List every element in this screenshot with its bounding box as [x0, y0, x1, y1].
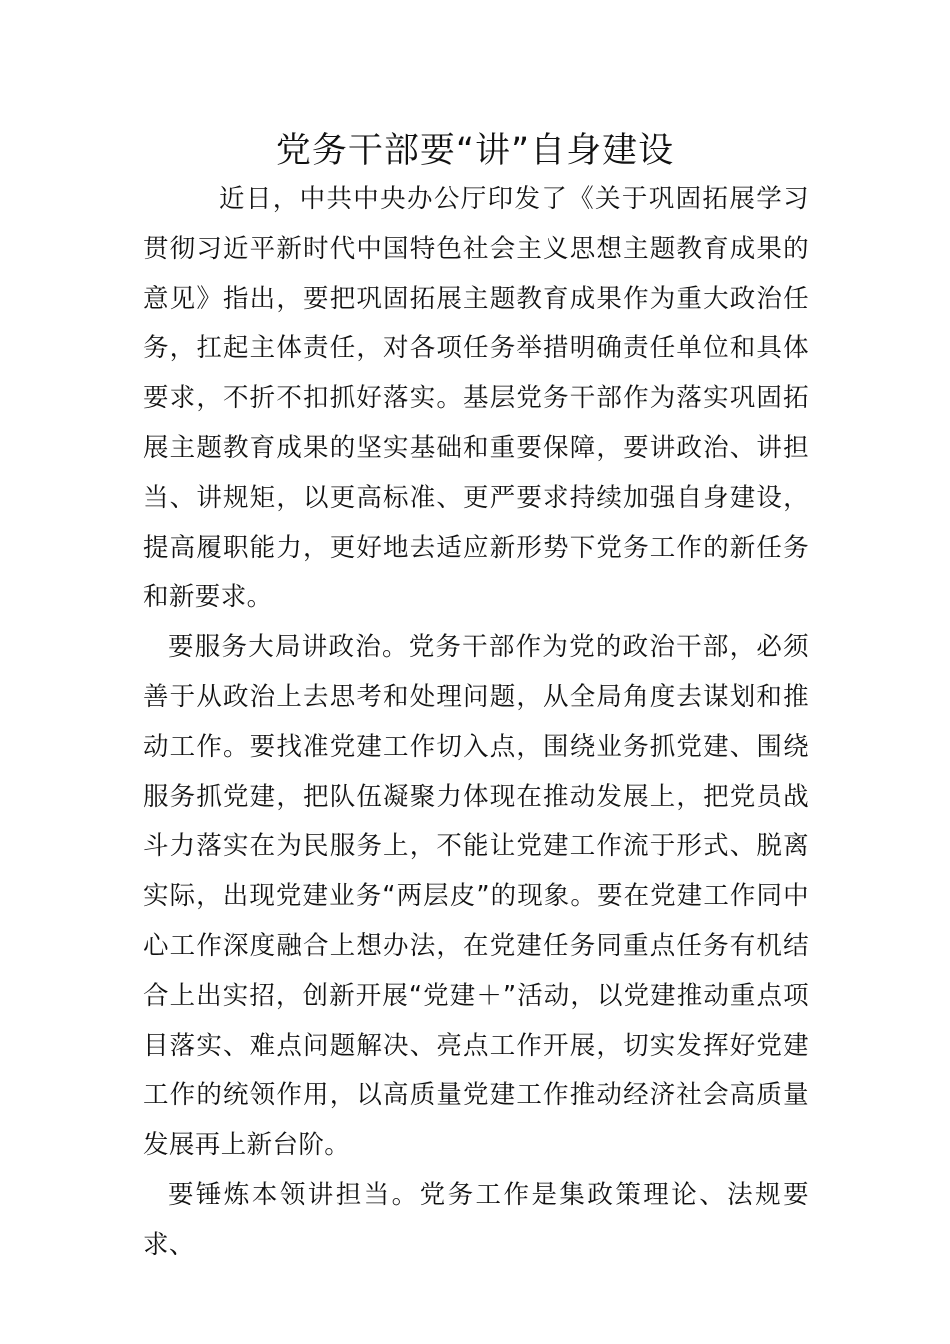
paragraph-politics: 要服务大局讲政治。党务干部作为党的政治干部，必须善于从政治上去思考和处理问题，从全局角度去谋划和推动工作。要找准党建工作切入点，围绕业务抓党建、围绕服务抓党建，把队伍凝聚力体现在推动发展上，把党员战斗力落实在为民服务上，不能让党建工作流于形式、脱离实际，出现党建业务“两层皮”的现象。要在党建工作同中心工作深度融合上想办法，在党建任务同重点任务有机结合上出实招，创新开展“党建＋”活动，以党建推动重点项目落实、难点问题解决、亮点工作开展，切实发挥好党建工作的统领作用，以高质量党建工作推动经济社会高质量发展再上新台阶。 [143, 632, 809, 1161]
document-title: 党务干部要“讲”自身建设 [275, 131, 675, 171]
paragraph-responsibility: 要锤炼本领讲担当。党务工作是集政策理论、法规要求、 [143, 1179, 809, 1260]
paragraph-intro: 近日，中共中央办公厅印发了《关于巩固拓展学习贯彻习近平新时代中国特色社会主义思想主题教育成果的意见》指出，要把巩固拓展主题教育成果作为重大政治任务，扛起主体责任，对各项任务举措明确责任单位和具体要求，不折不扣抓好落实。基层党务干部作为落实巩固拓展主题教育成果的坚实基础和重要保障，要讲政治、讲担当、讲规矩，以更高标准、更严要求持续加强自身建设，提高履职能力，更好地去适应新形势下党务工作的新任务和新要求。 [143, 184, 809, 613]
document-body [143, 175, 809, 1271]
